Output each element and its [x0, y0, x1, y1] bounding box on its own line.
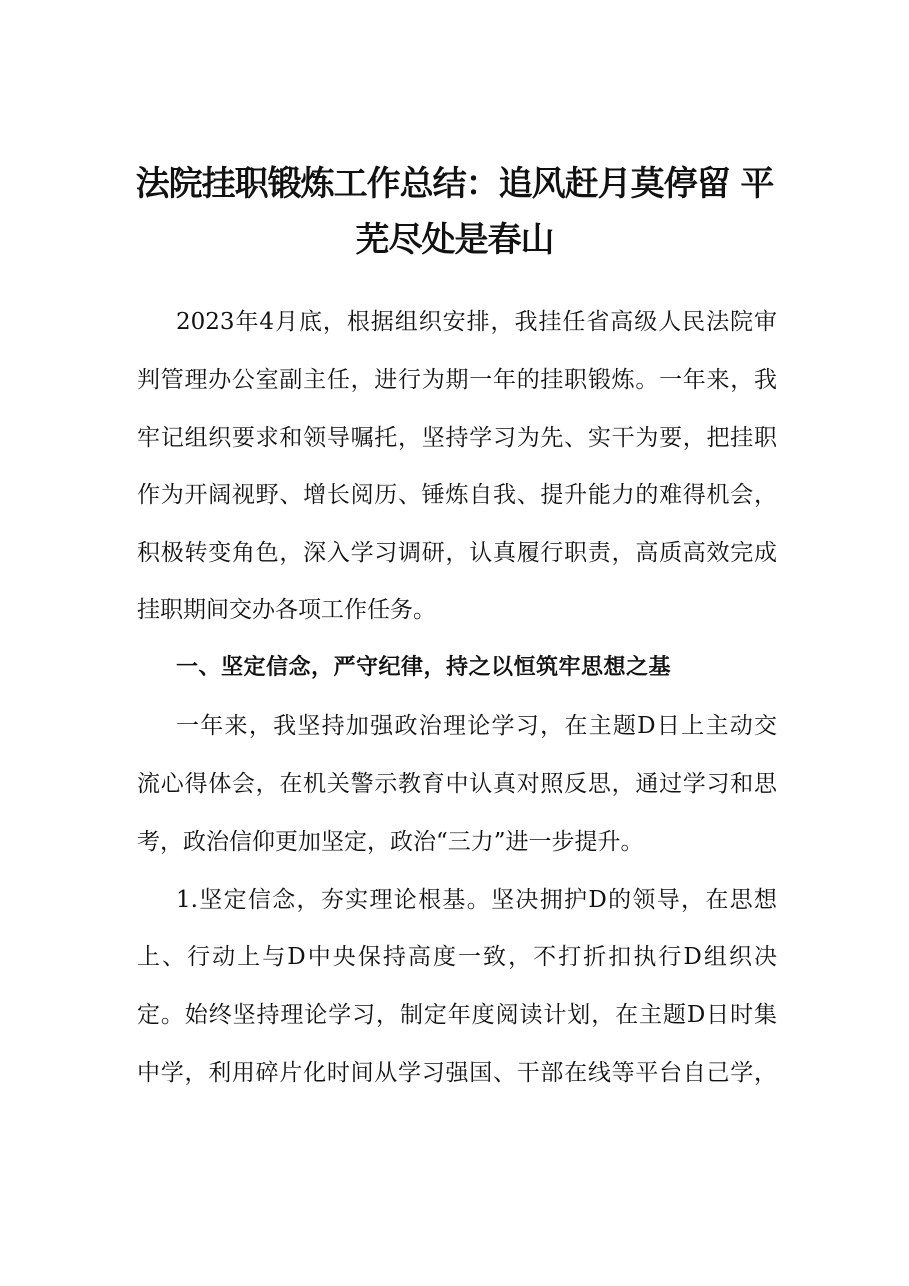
paragraph-3-line-3: 定。始终坚持理论学习，制定年度阅读计划，在主题D日时集 [137, 1002, 777, 1028]
paragraph-1-line-3: 牢记组织要求和领导嘱托，坚持学习为先、实干为要，把挂职 [137, 425, 777, 451]
paragraph-1-line-2: 判管理办公室副主任，进行为期一年的挂职锻炼。一年来，我 [137, 367, 777, 393]
paragraph-1-line-5: 积极转变角色，深入学习调研，认真履行职责，高质高效完成 [137, 540, 777, 566]
section-heading-1: 一、坚定信念，严守纪律，持之以恒筑牢思想之基 [176, 655, 672, 680]
paragraph-1-line-4: 作为开阔视野、增长阅历、锤炼自我、提升能力的难得机会， [137, 482, 777, 508]
paragraph-2-line-1: 一年来，我坚持加强政治理论学习，在主题D日上主动交 [176, 713, 777, 739]
paragraph-3-line-1: 1.坚定信念，夯实理论根基。坚决拥护D的领导，在思想 [176, 887, 777, 913]
paragraph-3-line-4: 中学，利用碎片化时间从学习强国、干部在线等平台自己学， [137, 1060, 777, 1086]
document-title-line-2: 芜尽处是春山 [355, 220, 554, 260]
paragraph-1-line-1: 2023年4月底，根据组织安排，我挂任省高级人民法院审 [176, 309, 777, 335]
document-title-line-1: 法院挂职锻炼工作总结：追风赶月莫停留 平 [135, 164, 774, 204]
paragraph-2-line-3: 考，政治信仰更加坚定，政治“三力”进一步提升。 [137, 829, 644, 855]
paragraph-1-line-6: 挂职期间交办各项工作任务。 [137, 597, 436, 623]
paragraph-3-line-2: 上、行动上与D中央保持高度一致，不打折扣执行D组织决 [137, 944, 777, 970]
paragraph-2-line-2: 流心得体会，在机关警示教育中认真对照反思，通过学习和思 [137, 771, 777, 797]
